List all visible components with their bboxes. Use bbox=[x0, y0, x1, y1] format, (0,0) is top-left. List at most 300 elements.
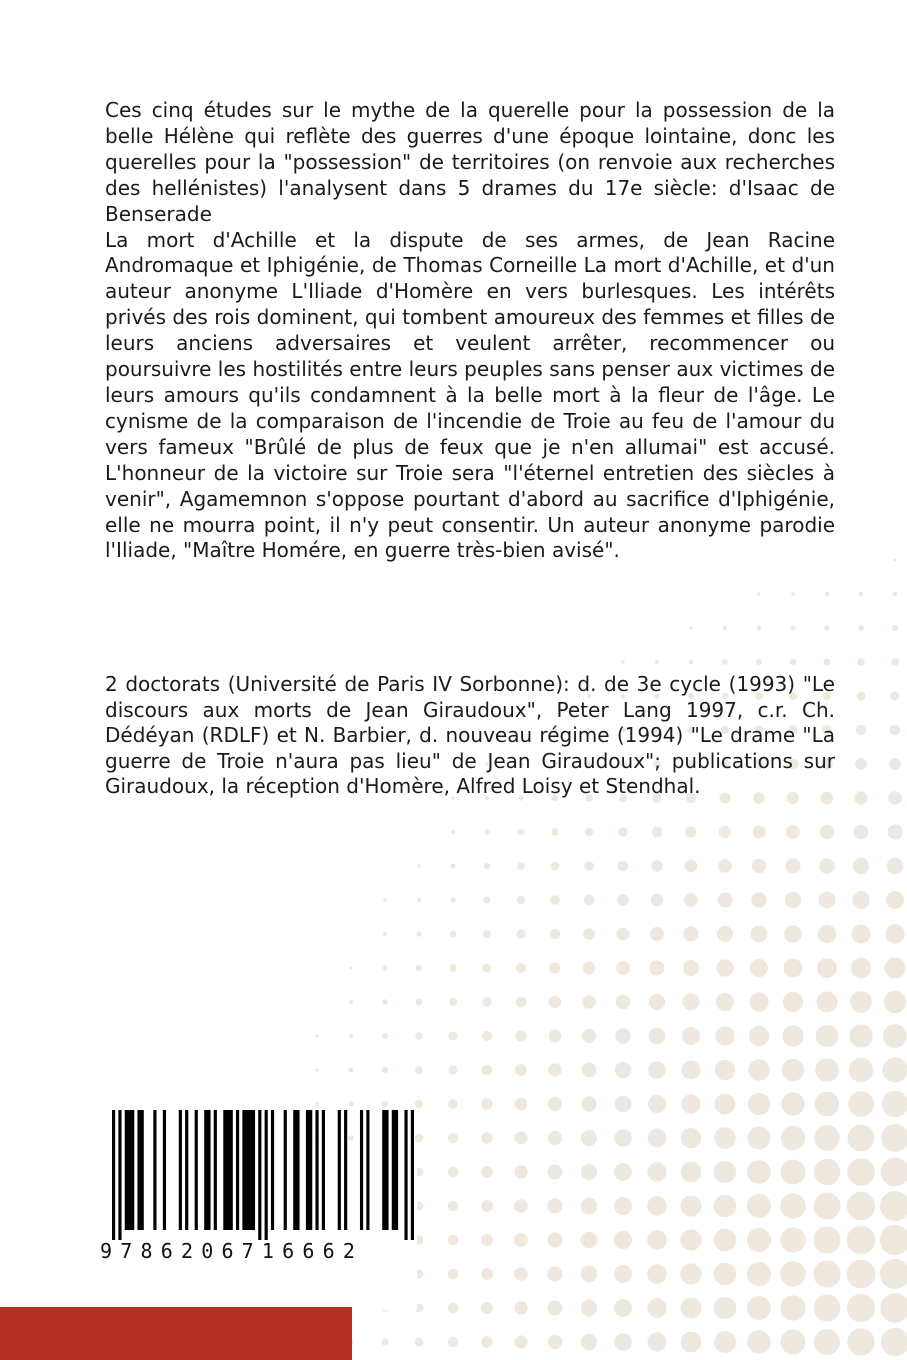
halftone-dot bbox=[448, 1099, 458, 1109]
halftone-dot bbox=[848, 1125, 875, 1152]
barcode-bar bbox=[366, 1110, 369, 1230]
halftone-dot bbox=[614, 1299, 632, 1317]
halftone-dot bbox=[515, 1064, 527, 1076]
halftone-dot bbox=[786, 859, 801, 874]
halftone-dot bbox=[581, 1164, 597, 1180]
halftone-dot bbox=[548, 1199, 563, 1214]
halftone-dot bbox=[715, 1094, 736, 1115]
halftone-dot bbox=[649, 1028, 666, 1045]
halftone-dot bbox=[891, 692, 900, 701]
halftone-dot bbox=[680, 1263, 701, 1284]
halftone-dot bbox=[790, 659, 797, 666]
isbn-barcode bbox=[112, 1110, 414, 1240]
barcode-bar bbox=[236, 1110, 239, 1230]
halftone-dot bbox=[815, 1092, 840, 1117]
halftone-dot bbox=[549, 962, 560, 973]
halftone-dot bbox=[483, 930, 491, 938]
halftone-dot bbox=[549, 1030, 562, 1043]
halftone-dot bbox=[450, 897, 456, 903]
halftone-dot bbox=[825, 592, 829, 596]
halftone-dot bbox=[854, 791, 867, 804]
halftone-dot bbox=[682, 1027, 700, 1045]
barcode-bar bbox=[271, 1110, 274, 1230]
barcode-bar bbox=[258, 1110, 261, 1240]
halftone-dot bbox=[449, 1032, 458, 1041]
barcode-bar bbox=[315, 1110, 318, 1230]
halftone-dot bbox=[852, 925, 871, 944]
halftone-dot bbox=[618, 861, 629, 872]
halftone-dot bbox=[349, 966, 352, 969]
halftone-dot bbox=[719, 826, 731, 838]
barcode-bar bbox=[360, 1110, 363, 1230]
halftone-dot bbox=[781, 1160, 806, 1185]
halftone-dot bbox=[854, 825, 869, 840]
halftone-dot bbox=[781, 1126, 805, 1150]
halftone-dot bbox=[824, 659, 831, 666]
halftone-dot bbox=[848, 1091, 874, 1117]
halftone-dot bbox=[681, 1298, 702, 1319]
halftone-dot bbox=[481, 1098, 492, 1109]
blurb-paragraph-2: La mort d'Achille et la dispute de ses armes, de Jean Racine Andromaque et Iphigénie, de Thomas Corneille La mort d'Achille, et d'un auteur anonyme L'Iliade d'Homère en vers burlesques. Les intérêts privés des rois dominent, qui tombent amoureux des femmes et filles de leurs anciens adversaires et veulent arrêter, recommencer ou poursuivre les hostilités entre leurs peuples sans penser aux victimes de leurs amours qu'ils condamnent à la belle mort à la fleur de l'âge. Le cynisme de la comparaison de l'incendie de Troie au feu de l'amour du vers fameux "Brûlé de plus de feux que je n'en allumai" est accusé. L'honneur de la victoire sur Troie sera "l'éternel entretien des siècles à venir", Agamemnon s'oppose pourtant d'abord au sacrifice d'Iphigénie, elle ne mourra point, il n'y peut consentir. Un auteur anonyme parodie l'Iliade, "Maître Homére, en guerre très-bien avisé". bbox=[105, 227, 835, 563]
halftone-dot bbox=[648, 1061, 666, 1079]
halftone-dot bbox=[685, 826, 696, 837]
halftone-dot bbox=[315, 1068, 318, 1071]
halftone-dot bbox=[647, 1196, 667, 1216]
halftone-dot bbox=[814, 1125, 840, 1151]
halftone-dot bbox=[651, 860, 663, 872]
barcode-bar bbox=[293, 1110, 299, 1230]
halftone-dot bbox=[647, 1230, 667, 1250]
barcode-bar bbox=[195, 1110, 198, 1230]
halftone-dot bbox=[715, 1026, 734, 1045]
halftone-dot bbox=[582, 1029, 596, 1043]
halftone-dot bbox=[383, 932, 387, 936]
halftone-dot bbox=[481, 1302, 493, 1314]
halftone-dot bbox=[583, 962, 596, 975]
barcode-bar bbox=[392, 1110, 398, 1230]
halftone-dot bbox=[383, 898, 386, 901]
halftone-dot bbox=[715, 1060, 735, 1080]
halftone-dot bbox=[551, 828, 559, 836]
halftone-dot bbox=[681, 1332, 702, 1353]
halftone-dot bbox=[581, 1198, 598, 1215]
halftone-dot bbox=[714, 1229, 737, 1252]
halftone-dot bbox=[751, 926, 768, 943]
halftone-dot bbox=[416, 965, 422, 971]
halftone-dot bbox=[416, 931, 421, 936]
halftone-dot bbox=[747, 1296, 771, 1320]
halftone-dot bbox=[614, 1333, 632, 1351]
halftone-dot bbox=[548, 1267, 563, 1282]
halftone-dot bbox=[684, 927, 699, 942]
halftone-dot bbox=[856, 725, 866, 735]
halftone-dot bbox=[791, 592, 795, 596]
halftone-dot bbox=[689, 660, 694, 665]
halftone-dot bbox=[783, 992, 803, 1012]
barcode-bar bbox=[265, 1110, 268, 1240]
halftone-dot bbox=[716, 993, 734, 1011]
halftone-dot bbox=[714, 1263, 737, 1286]
halftone-dot bbox=[882, 1057, 907, 1082]
halftone-dot bbox=[847, 1328, 874, 1355]
halftone-dot bbox=[514, 1267, 528, 1281]
halftone-dot bbox=[415, 1100, 423, 1108]
halftone-dot bbox=[618, 827, 628, 837]
halftone-dot bbox=[689, 626, 693, 630]
halftone-dot bbox=[780, 1261, 806, 1287]
halftone-dot bbox=[889, 758, 901, 770]
halftone-dot bbox=[780, 1295, 805, 1320]
barcode-bar bbox=[404, 1110, 407, 1240]
halftone-dot bbox=[614, 1129, 631, 1146]
halftone-dot bbox=[483, 964, 492, 973]
halftone-dot bbox=[348, 1101, 353, 1106]
halftone-dot bbox=[886, 891, 904, 909]
barcode-bar bbox=[112, 1110, 115, 1240]
halftone-dot bbox=[885, 958, 906, 979]
halftone-dot bbox=[819, 858, 835, 874]
barcode-bar bbox=[306, 1110, 312, 1230]
halftone-dot bbox=[585, 828, 594, 837]
halftone-dot bbox=[581, 1300, 597, 1316]
back-cover-blurb bbox=[105, 98, 835, 564]
halftone-dot bbox=[548, 1165, 563, 1180]
halftone-dot bbox=[614, 1197, 632, 1215]
halftone-dot bbox=[647, 1264, 667, 1284]
halftone-dot bbox=[784, 925, 802, 943]
halftone-dot bbox=[790, 625, 795, 630]
halftone-dot bbox=[448, 1065, 457, 1074]
barcode-bar bbox=[214, 1110, 217, 1230]
halftone-dot bbox=[892, 625, 898, 631]
halftone-dot bbox=[780, 1193, 805, 1218]
halftone-dot bbox=[782, 1025, 803, 1046]
halftone-dot bbox=[747, 1330, 770, 1353]
halftone-dot bbox=[581, 1130, 597, 1146]
halftone-dot bbox=[381, 1338, 388, 1345]
halftone-dot bbox=[614, 1231, 632, 1249]
author-bio: 2 doctorats (Université de Paris IV Sorbonne): d. de 3e cycle (1993) "Le discours aux morts de Jean Giraudoux", Peter Lang 1997, c.r. Ch. Dédéyan (RDLF) et N. Barbier, d. nouveau régime (1994) "Le drame "La guerre de Troie n'aura pas lieu" de Jean Giraudoux"; publications sur Giraudoux, la réception d'Homère, Alfred Loisy et Stendhal. bbox=[105, 672, 835, 799]
halftone-dot bbox=[847, 1294, 875, 1322]
halftone-dot bbox=[813, 1260, 840, 1287]
halftone-dot bbox=[681, 1128, 701, 1148]
halftone-dot bbox=[415, 1032, 422, 1039]
halftone-dot bbox=[647, 1162, 666, 1181]
halftone-dot bbox=[614, 1265, 632, 1283]
halftone-dot bbox=[548, 1301, 563, 1316]
halftone-dot bbox=[857, 692, 866, 701]
halftone-dot bbox=[884, 991, 906, 1013]
halftone-dot bbox=[349, 1068, 354, 1073]
halftone-dot bbox=[516, 963, 526, 973]
halftone-dot bbox=[383, 966, 388, 971]
halftone-dot bbox=[451, 864, 456, 869]
halftone-dot bbox=[615, 1028, 631, 1044]
halftone-dot bbox=[847, 1226, 876, 1255]
halftone-dot bbox=[757, 626, 762, 631]
halftone-dot bbox=[515, 1030, 526, 1041]
halftone-dot bbox=[551, 862, 560, 871]
halftone-dot bbox=[517, 896, 525, 904]
halftone-dot bbox=[747, 1194, 771, 1218]
halftone-dot bbox=[415, 1134, 424, 1143]
barcode-bar bbox=[185, 1110, 188, 1230]
halftone-dot bbox=[481, 1132, 493, 1144]
halftone-dot bbox=[617, 894, 629, 906]
halftone-dot bbox=[451, 830, 455, 834]
halftone-dot bbox=[481, 1166, 493, 1178]
halftone-dot bbox=[817, 992, 838, 1013]
halftone-dot bbox=[616, 961, 630, 975]
halftone-dot bbox=[548, 1131, 562, 1145]
halftone-dot bbox=[714, 1195, 736, 1217]
halftone-dot bbox=[417, 898, 422, 903]
halftone-dot bbox=[880, 1225, 907, 1255]
halftone-dot bbox=[648, 1129, 667, 1148]
halftone-dot bbox=[814, 1193, 841, 1220]
halftone-dot bbox=[820, 825, 834, 839]
halftone-dot bbox=[449, 998, 457, 1006]
halftone-dot bbox=[448, 1133, 458, 1143]
halftone-dot bbox=[382, 1067, 388, 1073]
halftone-dot bbox=[547, 1232, 562, 1247]
halftone-dot bbox=[757, 592, 760, 595]
halftone-dot bbox=[647, 1298, 666, 1317]
halftone-dot bbox=[815, 1058, 839, 1082]
halftone-dot bbox=[482, 1031, 492, 1041]
halftone-dot bbox=[853, 858, 869, 874]
halftone-dot bbox=[714, 1331, 736, 1353]
halftone-dot bbox=[651, 894, 664, 907]
halftone-dot bbox=[855, 758, 867, 770]
halftone-dot bbox=[714, 1297, 736, 1319]
halftone-dot bbox=[756, 659, 762, 665]
halftone-dot bbox=[516, 929, 525, 938]
halftone-dot bbox=[481, 1234, 493, 1246]
halftone-dot bbox=[650, 961, 665, 976]
halftone-dot bbox=[481, 1336, 493, 1348]
halftone-dot bbox=[582, 1063, 597, 1078]
halftone-dot bbox=[888, 791, 902, 805]
halftone-dot bbox=[880, 1191, 907, 1221]
halftone-dot bbox=[851, 958, 871, 978]
halftone-dot bbox=[550, 895, 560, 905]
blurb-paragraph-1: Ces cinq études sur le mythe de la querelle pour la possession de la belle Hélène qui reflète des guerres d'une époque lointaine, donc les querelles pour la "possession" de territoires (on renvoie aux recherches des hellénistes) l'analysent dans 5 drames du 17e siècle: d'Isaac de Benserade bbox=[105, 98, 835, 226]
halftone-dot bbox=[448, 1303, 458, 1313]
halftone-dot bbox=[514, 1335, 527, 1348]
halftone-dot bbox=[847, 1260, 876, 1289]
halftone-dot bbox=[722, 659, 728, 665]
halftone-dot bbox=[650, 927, 664, 941]
halftone-dot bbox=[748, 1059, 769, 1080]
halftone-dot bbox=[548, 1335, 563, 1350]
halftone-dot bbox=[813, 1226, 840, 1253]
barcode-bar bbox=[322, 1110, 325, 1230]
halftone-dot bbox=[517, 862, 524, 869]
halftone-dot bbox=[581, 1334, 597, 1350]
halftone-dot bbox=[681, 1094, 701, 1114]
halftone-dot bbox=[718, 893, 733, 908]
halftone-dot bbox=[782, 1059, 804, 1081]
halftone-dot bbox=[349, 1000, 353, 1004]
halftone-dot bbox=[652, 827, 663, 838]
halftone-dot bbox=[723, 626, 727, 630]
barcode-bar bbox=[284, 1110, 287, 1230]
barcode-bar bbox=[411, 1110, 414, 1240]
halftone-dot bbox=[859, 592, 863, 596]
halftone-dot bbox=[481, 1200, 493, 1212]
halftone-dot bbox=[482, 997, 491, 1006]
halftone-dot bbox=[893, 558, 896, 561]
halftone-dot bbox=[753, 826, 766, 839]
halftone-dot bbox=[814, 1295, 841, 1322]
halftone-dot bbox=[714, 1161, 736, 1183]
halftone-dot bbox=[681, 1162, 702, 1183]
halftone-dot bbox=[847, 1158, 875, 1186]
halftone-dot bbox=[448, 1269, 459, 1280]
halftone-dot bbox=[349, 1034, 353, 1038]
halftone-dot bbox=[415, 1338, 424, 1347]
halftone-dot bbox=[849, 1024, 872, 1047]
halftone-dot bbox=[881, 1124, 907, 1152]
barcode-bar bbox=[204, 1110, 210, 1230]
halftone-dot bbox=[581, 1232, 598, 1249]
halftone-dot bbox=[683, 994, 700, 1011]
halftone-dot bbox=[515, 1098, 528, 1111]
halftone-dot bbox=[315, 1102, 319, 1106]
halftone-dot bbox=[617, 928, 630, 941]
halftone-dot bbox=[781, 1092, 804, 1115]
barcode-bar bbox=[125, 1110, 135, 1230]
halftone-dot bbox=[481, 1268, 493, 1280]
halftone-dot bbox=[882, 1091, 907, 1117]
halftone-dot bbox=[885, 924, 904, 943]
halftone-dot bbox=[751, 892, 767, 908]
halftone-dot bbox=[482, 1065, 493, 1076]
halftone-dot bbox=[584, 861, 594, 871]
halftone-dot bbox=[515, 1132, 528, 1145]
barcode-bar bbox=[118, 1110, 121, 1240]
halftone-dot bbox=[484, 829, 489, 834]
halftone-dot bbox=[684, 893, 698, 907]
halftone-dot bbox=[685, 860, 698, 873]
halftone-dot bbox=[881, 1158, 907, 1187]
halftone-dot bbox=[382, 1033, 388, 1039]
halftone-dot bbox=[621, 660, 624, 663]
halftone-dot bbox=[514, 1301, 527, 1314]
halftone-dot bbox=[857, 658, 864, 665]
halftone-dot bbox=[581, 1266, 598, 1283]
halftone-dot bbox=[714, 1127, 736, 1149]
isbn-number: 9786206716662 bbox=[100, 1239, 364, 1263]
halftone-dot bbox=[450, 931, 457, 938]
halftone-dot bbox=[893, 592, 898, 597]
halftone-dot bbox=[680, 1229, 701, 1250]
halftone-dot bbox=[824, 625, 830, 631]
halftone-dot bbox=[615, 1096, 632, 1113]
halftone-dot bbox=[415, 1066, 423, 1074]
halftone-dot bbox=[888, 825, 903, 840]
barcode-bar bbox=[344, 1110, 347, 1230]
halftone-dot bbox=[817, 958, 837, 978]
halftone-dot bbox=[780, 1227, 806, 1253]
halftone-dot bbox=[717, 926, 733, 942]
barcode-bar bbox=[179, 1110, 182, 1230]
halftone-dot bbox=[850, 991, 872, 1013]
halftone-dot bbox=[880, 1293, 907, 1322]
halftone-dot bbox=[514, 1199, 528, 1213]
halftone-dot bbox=[548, 1063, 561, 1076]
halftone-dot bbox=[550, 929, 560, 939]
halftone-dot bbox=[682, 1061, 701, 1080]
halftone-dot bbox=[849, 1058, 873, 1082]
halftone-dot bbox=[748, 1127, 771, 1150]
halftone-dot bbox=[514, 1165, 527, 1178]
halftone-dot bbox=[814, 1329, 840, 1355]
halftone-dot bbox=[648, 1095, 666, 1113]
halftone-dot bbox=[549, 996, 561, 1008]
halftone-dot bbox=[785, 892, 801, 908]
halftone-dot bbox=[649, 994, 665, 1010]
halftone-dot bbox=[382, 1101, 389, 1108]
halftone-dot bbox=[819, 892, 836, 909]
halftone-dot bbox=[748, 1093, 770, 1115]
halftone-dot bbox=[655, 660, 659, 664]
halftone-dot bbox=[716, 959, 733, 976]
halftone-dot bbox=[747, 1228, 771, 1252]
halftone-dot bbox=[683, 960, 699, 976]
halftone-dot bbox=[818, 925, 836, 943]
halftone-dot bbox=[880, 1259, 907, 1289]
halftone-dot bbox=[750, 959, 768, 977]
halftone-dot bbox=[484, 863, 490, 869]
halftone-dot bbox=[382, 999, 387, 1004]
halftone-dot bbox=[749, 1026, 769, 1046]
halftone-dot bbox=[847, 1192, 875, 1220]
barcode-bar bbox=[382, 1110, 388, 1230]
halftone-dot bbox=[852, 891, 870, 909]
halftone-dot bbox=[583, 928, 595, 940]
halftone-dot bbox=[483, 896, 490, 903]
halftone-dot bbox=[316, 1035, 319, 1038]
halftone-dot bbox=[718, 859, 732, 873]
halftone-dot bbox=[449, 964, 456, 971]
barcode-bar bbox=[163, 1110, 166, 1230]
halftone-dot bbox=[887, 858, 904, 875]
barcode-bar bbox=[153, 1110, 156, 1230]
halftone-dot bbox=[514, 1233, 528, 1247]
barcode-bar bbox=[242, 1110, 255, 1230]
red-footer-band bbox=[0, 1307, 352, 1360]
halftone-dot bbox=[548, 1097, 562, 1111]
halftone-dot bbox=[614, 1163, 632, 1181]
halftone-dot bbox=[681, 1196, 702, 1217]
halftone-dot bbox=[416, 999, 423, 1006]
halftone-dot bbox=[448, 1201, 458, 1211]
halftone-dot bbox=[518, 829, 524, 835]
halftone-dot bbox=[615, 1062, 631, 1078]
halftone-dot bbox=[448, 1167, 458, 1177]
halftone-dot bbox=[816, 1025, 838, 1047]
halftone-dot bbox=[784, 959, 803, 978]
halftone-dot bbox=[786, 825, 800, 839]
halftone-dot bbox=[582, 995, 595, 1008]
halftone-dot bbox=[747, 1160, 771, 1184]
halftone-dot bbox=[648, 1333, 667, 1352]
barcode-bar bbox=[223, 1110, 233, 1230]
halftone-dot bbox=[891, 658, 899, 666]
halftone-dot bbox=[448, 1337, 458, 1347]
